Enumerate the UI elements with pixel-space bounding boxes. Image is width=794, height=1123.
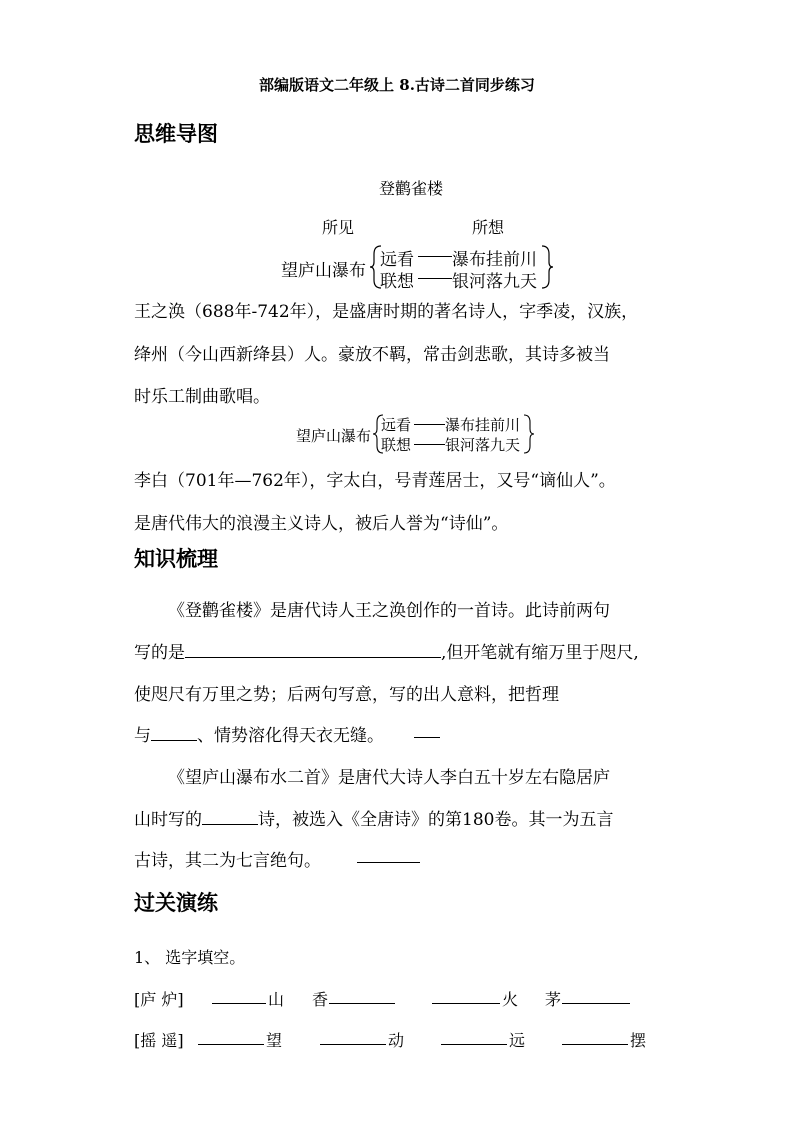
row2-item-2: 动 bbox=[388, 1031, 405, 1050]
author2-line-1: 李白（701年—762年），字太白，号青莲居士，又号“谪仙人”。 bbox=[134, 471, 616, 491]
poem1-title: 登鹳雀楼 bbox=[379, 179, 444, 198]
question-1-label: 1、 选字填空。 bbox=[134, 948, 246, 967]
answer-blank-3[interactable] bbox=[414, 722, 440, 738]
poem2-name-small: 望庐山瀑布 bbox=[296, 427, 372, 445]
column-thought-label: 所想 bbox=[472, 218, 505, 237]
branch-top-right-large: 瀑布挂前川 bbox=[452, 250, 537, 270]
author2-line-2: 是唐代伟大的浪漫主义诗人，被后人誉为“诗仙”。 bbox=[134, 514, 509, 534]
branch-top-left-small: 远看 bbox=[381, 416, 412, 434]
row1-item-2: 香 bbox=[312, 990, 329, 1009]
branch-top-left-large: 远看 bbox=[380, 250, 414, 270]
branch-bottom-right-large: 银河落九天 bbox=[452, 272, 537, 292]
row1-blank-4[interactable] bbox=[562, 988, 630, 1004]
row2-blank-1[interactable] bbox=[198, 1029, 264, 1045]
answer-blank-4[interactable] bbox=[202, 809, 258, 825]
row1-blank-3[interactable] bbox=[432, 988, 500, 1004]
connector-bottom-small bbox=[414, 444, 445, 445]
branch-top-right-small: 瀑布挂前川 bbox=[445, 416, 521, 434]
section-heading-mind-map: 思维导图 bbox=[134, 122, 218, 146]
knowledge-p1-line-3: 使咫尺有万里之势；后两句写意，写的出人意料，把哲理 bbox=[134, 685, 559, 705]
row2-item-1: 望 bbox=[266, 1031, 283, 1050]
connector-bottom-large bbox=[418, 278, 452, 279]
knowledge-p2-line-2 bbox=[134, 805, 613, 830]
knowledge-p1-line-1: 《登鹳雀楼》是唐代诗人王之涣创作的一首诗。此诗前两句 bbox=[168, 601, 610, 621]
knowledge-p2-line-3: 古诗，其二为七言绝句。 bbox=[134, 851, 321, 871]
row2-group-label: [摇 遥] bbox=[134, 1031, 184, 1050]
knowledge-p1-line-4-start: 与 bbox=[134, 726, 151, 746]
knowledge-p2-line-1: 《望庐山瀑布水二首》是唐代大诗人李白五十岁左右隐居庐 bbox=[168, 768, 610, 788]
author1-line-2: 绛州（今山西新绛县）人。豪放不羁，常击剑悲歌，其诗多被当 bbox=[134, 345, 610, 365]
right-brace-small bbox=[522, 414, 534, 454]
knowledge-p1-line-2-start: 写的是 bbox=[134, 643, 185, 663]
row2-item-4: 摆 bbox=[630, 1031, 647, 1050]
row1-item-4: 茅 bbox=[545, 990, 562, 1009]
knowledge-p1-line-4-end: 、情势溶化得天衣无缝。 bbox=[197, 726, 384, 746]
connector-top-large bbox=[418, 256, 452, 257]
row1-blank-2[interactable] bbox=[329, 988, 395, 1004]
answer-blank-2[interactable] bbox=[151, 725, 197, 741]
knowledge-p2-line-2-end: 诗，被选入《全唐诗》的第180卷。其一为五言 bbox=[258, 810, 614, 830]
answer-blank-5[interactable] bbox=[357, 847, 420, 863]
knowledge-p1-line-2-end: ,但开笔就有缩万里于咫尺, bbox=[441, 643, 639, 663]
row2-blank-4[interactable] bbox=[562, 1029, 628, 1045]
row1-blank-1[interactable] bbox=[212, 988, 266, 1004]
author1-line-1: 王之涣（688年-742年），是盛唐时期的著名诗人，字季凌，汉族， bbox=[134, 302, 639, 322]
column-seen-label: 所见 bbox=[322, 218, 355, 237]
row1-item-1: 山 bbox=[268, 990, 285, 1009]
branch-bottom-left-large: 联想 bbox=[380, 272, 414, 292]
right-brace-large bbox=[539, 245, 553, 289]
connector-top-small bbox=[414, 424, 445, 425]
author1-line-3: 时乐工制曲歌唱。 bbox=[134, 387, 270, 407]
poem2-name-large: 望庐山瀑布 bbox=[281, 261, 366, 281]
row1-item-3: 火 bbox=[502, 990, 519, 1009]
branch-bottom-right-small: 银河落九天 bbox=[445, 436, 521, 454]
row2-blank-2[interactable] bbox=[320, 1029, 386, 1045]
row1-group-label: [庐 炉] bbox=[134, 990, 184, 1009]
knowledge-p1-line-4 bbox=[134, 721, 384, 746]
section-heading-knowledge: 知识梳理 bbox=[134, 547, 218, 571]
knowledge-p2-line-2-start: 山时写的 bbox=[134, 810, 202, 830]
branch-bottom-left-small: 联想 bbox=[381, 436, 412, 454]
knowledge-p1-line-2 bbox=[134, 638, 639, 663]
document-title: 部编版语文二年级上 8.古诗二首同步练习 bbox=[259, 76, 535, 94]
row2-blank-3[interactable] bbox=[441, 1029, 507, 1045]
answer-blank-1[interactable] bbox=[185, 642, 441, 658]
section-heading-practice: 过关演练 bbox=[134, 891, 218, 915]
row2-item-3: 远 bbox=[509, 1031, 526, 1050]
